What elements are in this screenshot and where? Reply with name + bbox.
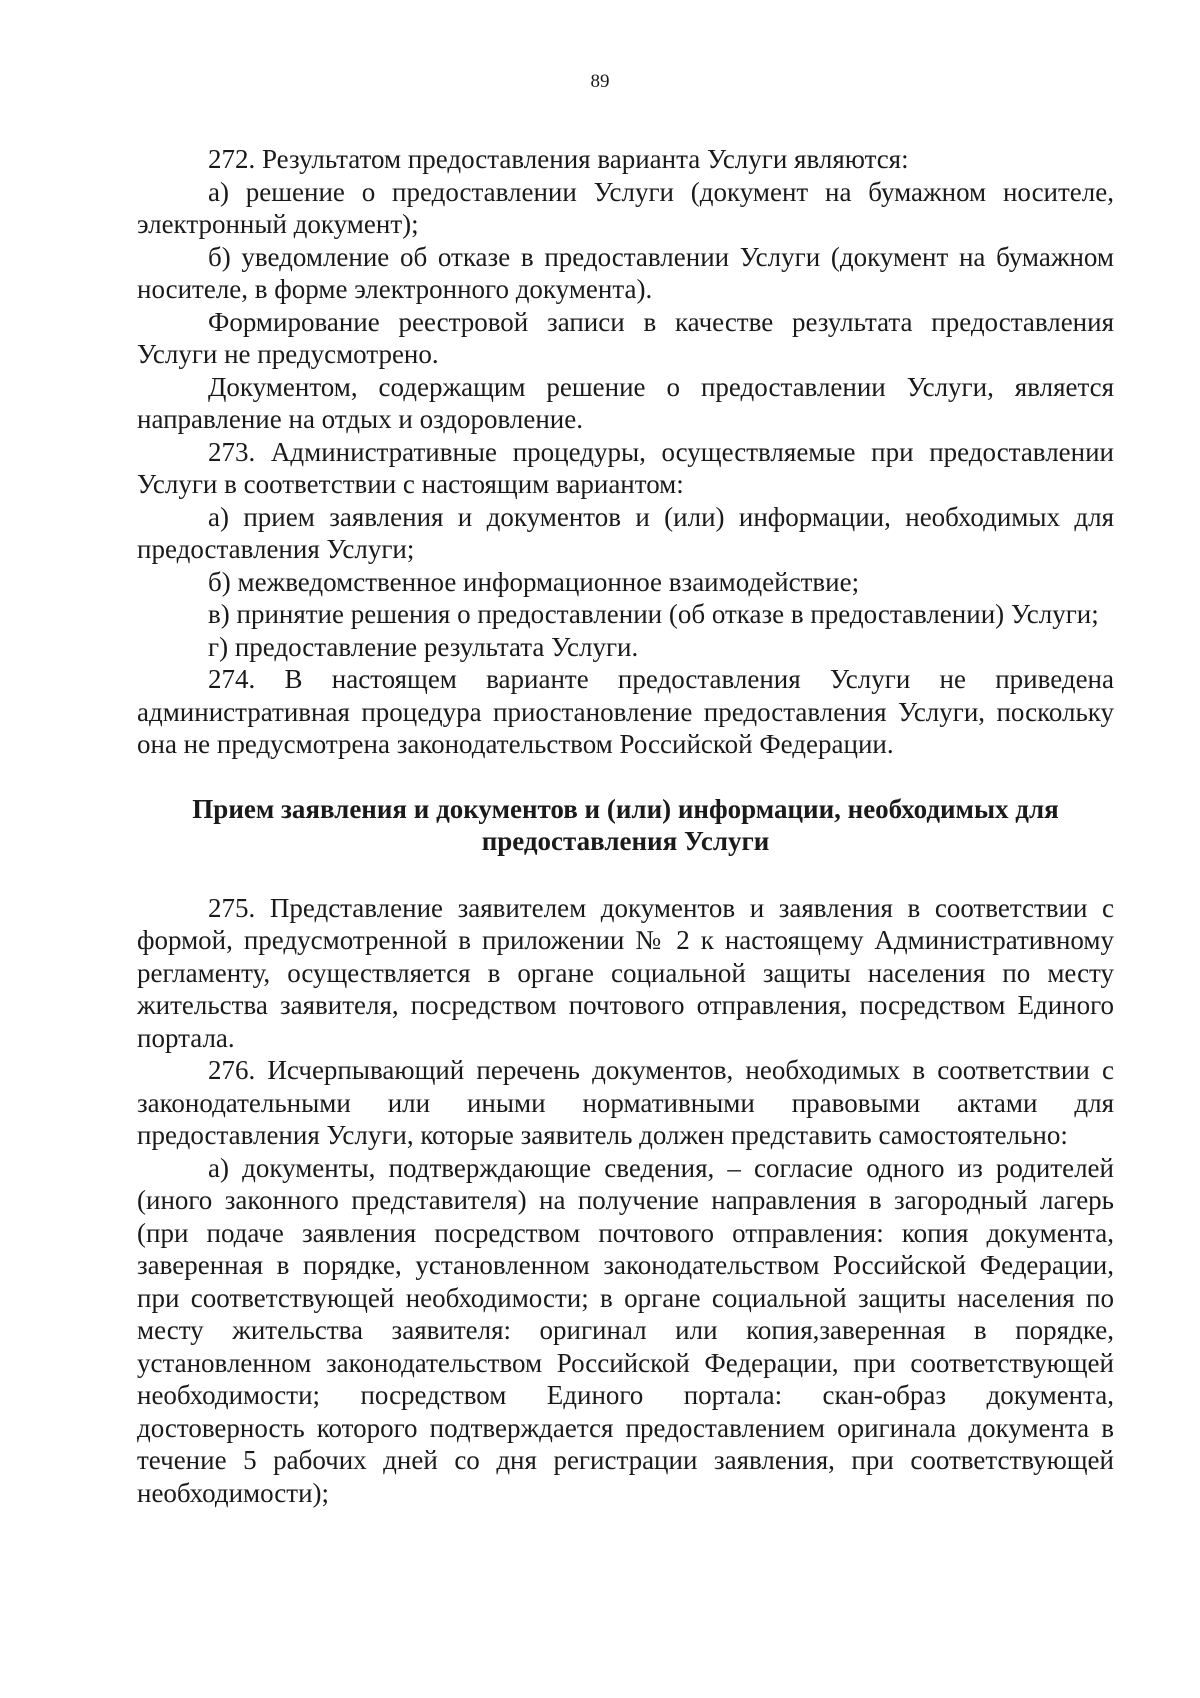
paragraph-registry-record: Формирование реестровой записи в качестве результата предоставления Услуги не предусмотрено. <box>137 306 1114 369</box>
paragraph-272-b: б) уведомление об отказе в предоставлении Услуги (документ на бумажном носителе, в форме электронного документа). <box>137 241 1114 304</box>
paragraph-272: 272. Результатом предоставления варианта Услуги являются: <box>208 144 909 174</box>
paragraph-276: 276. Исчерпывающий перечень документов, необходимых в соответствии с законодательными или иными нормативными правовыми актами для предоставления Услуги, которые заявитель должен представить самостоятельно: <box>137 1055 1114 1150</box>
section-heading-line-2: предоставления Услуги <box>481 826 770 856</box>
paragraph-273-b: б) межведомственное информационное взаимодействие; <box>208 566 860 597</box>
paragraph-273-a: а) прием заявления и документов и (или) информации, необходимых для предоставления Услуги; <box>137 501 1114 564</box>
paragraph-274: 274. В настоящем варианте предоставления Услуги не приведена административная процедура приостановление предоставления Услуги, поскольку она не предусмотрена законодательством Российской Федерации. <box>137 664 1114 759</box>
paragraph-decision-document: Документом, содержащим решение о предоставлении Услуги, является направление на отдых и оздоровление. <box>137 371 1114 434</box>
paragraph-273-v: в) принятие решения о предоставлении (об отказе в предоставлении) Услуги; <box>208 599 1099 629</box>
paragraph-273-g: г) предоставление результата Услуги. <box>208 631 639 662</box>
paragraph-275: 275. Представление заявителем документов и заявления в соответствии с формой, предусмотренной в приложении № 2 к настоящему Административному регламенту, осуществляется в органе социальной защиты населения по месту жительства заявителя, посредством почтового отправления, посредством Единого портала. <box>137 892 1114 1053</box>
paragraph-273: 273. Административные процедуры, осуществляемые при предоставлении Услуги в соответствии с настоящим вариантом: <box>137 436 1114 499</box>
section-heading <box>137 793 1114 858</box>
section-heading-line-1: Прием заявления и документов и (или) информации, необходимых для <box>192 793 1059 824</box>
paragraph-272-a: а) решение о предоставлении Услуги (документ на бумажном носителе, электронный документ); <box>137 176 1114 239</box>
paragraph-276-a: а) документы, подтверждающие сведения, – согласие одного из родителей (иного законного представителя) на получение направления в загородный лагерь (при подаче заявления посредством почтового отправления: копия документа, заверенная в порядке, установленном законодательством Российской Федерации, при соответствующей необходимости; в органе социальной защиты населения по месту жительства заявителя: оригинал или копия,заверенная в порядке, установленном законодательством Российской Федерации, при соответствующей необходимости; посредством Единого портала: скан-образ документа, достоверность которого подтверждается предоставлением оригинала документа в течение 5 рабочих дней со дня регистрации заявления, при соответствующей необходимости); <box>137 1152 1114 1508</box>
page-number: 89 <box>590 71 610 92</box>
document-body <box>137 143 1114 1509</box>
